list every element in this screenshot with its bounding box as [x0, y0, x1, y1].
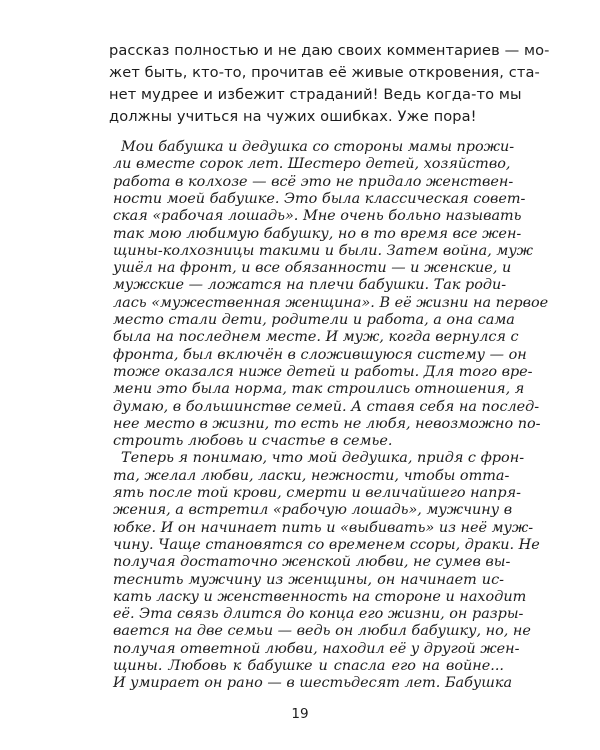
intro-line: жет быть, кто-то, прочитав её живые откровения, ста- — [109, 64, 540, 81]
quote-line: щины-колхозницы такими и были. Затем война, муж — [113, 242, 534, 259]
quote-line: вается на две семьи — ведь он любил бабушку, но, не — [113, 623, 531, 640]
quote-line: та, желал любви, ласки, нежности, чтобы отта- — [113, 467, 510, 484]
quote-line: теснить мужчину из женщины, он начинает ис- — [113, 571, 504, 588]
quote-line: её. Эта связь длится до конца его жизни, он разры- — [113, 606, 524, 623]
quote-line: юбке. И он начинает пить и «выбивать» из неё муж- — [113, 519, 534, 536]
quote-line: И умирает он рано — в шестьдесят лет. Бабушка — [113, 675, 513, 692]
page-number: 19 — [291, 706, 309, 722]
quote-line: ять после той крови, смерти и величайшего напря- — [113, 485, 522, 501]
quote-line: мени это была норма, так строились отношения, я — [113, 381, 525, 398]
quote-line: так мою любимую бабушку, но в то время все жен- — [113, 225, 522, 242]
intro-line: нет мудрее и избежит страданий! Ведь когда-то мы — [109, 86, 522, 103]
quote-line: кать ласку и женственность на стороне и находит — [113, 588, 527, 605]
intro-line: рассказ полностью и не даю своих комментариев — мо- — [109, 42, 550, 59]
intro-line: должны учиться на чужих ошибках. Уже пора! — [109, 108, 477, 125]
quote-line: щины. Любовь к бабушке и спасла его на войне... — [113, 658, 504, 674]
quote-line: ности моей бабушке. Это была классическая совет- — [113, 190, 526, 207]
quote-line: Теперь я понимаю, что мой дедушка, придя с фрон- — [121, 450, 525, 467]
quote-line: нее место в жизни, то есть не любя, невозможно по- — [113, 415, 541, 432]
quote-line: место стали дети, родители и работа, а она сама — [113, 312, 515, 328]
quote-line: тоже оказался ниже детей и работы. Для того вре- — [113, 363, 533, 380]
quote-line: работа в колхозе — всё это не придало женствен- — [113, 173, 514, 190]
quote-line: жения, а встретил «рабочую лошадь», мужчину в — [113, 502, 513, 519]
quote-line: Мои бабушка и дедушка со стороны мамы прожи- — [121, 139, 515, 155]
quote-line: чину. Чаще становятся со временем ссоры, драки. Не — [113, 536, 540, 553]
quote-line: получая ответной любви, находил её у другой жен- — [113, 640, 520, 657]
quote-line: ли вместе сорок лет. Шестеро детей, хозяйство, — [113, 156, 511, 173]
quote-line: мужские — ложатся на плечи бабушки. Так роди- — [113, 277, 507, 294]
quote-line: думаю, в большинстве семей. А ставя себя на послед- — [113, 398, 540, 415]
quote-line: ская «рабочая лошадь». Мне очень больно называть — [113, 208, 522, 225]
quote-line: была на последнем месте. И муж, когда вернулся с — [113, 329, 519, 346]
quote-line: фронта, был включён в сложившуюся систему — он — [113, 346, 527, 363]
quote-line: получая достаточно женской любви, не сумев вы- — [113, 554, 511, 571]
quote-line: ушёл на фронт, и все обязанности — и женские, и — [113, 260, 512, 277]
quote-line: лась «мужественная женщина». В её жизни на первое — [113, 294, 549, 311]
quote-line: строить любовь и счастье в семье. — [113, 433, 393, 450]
